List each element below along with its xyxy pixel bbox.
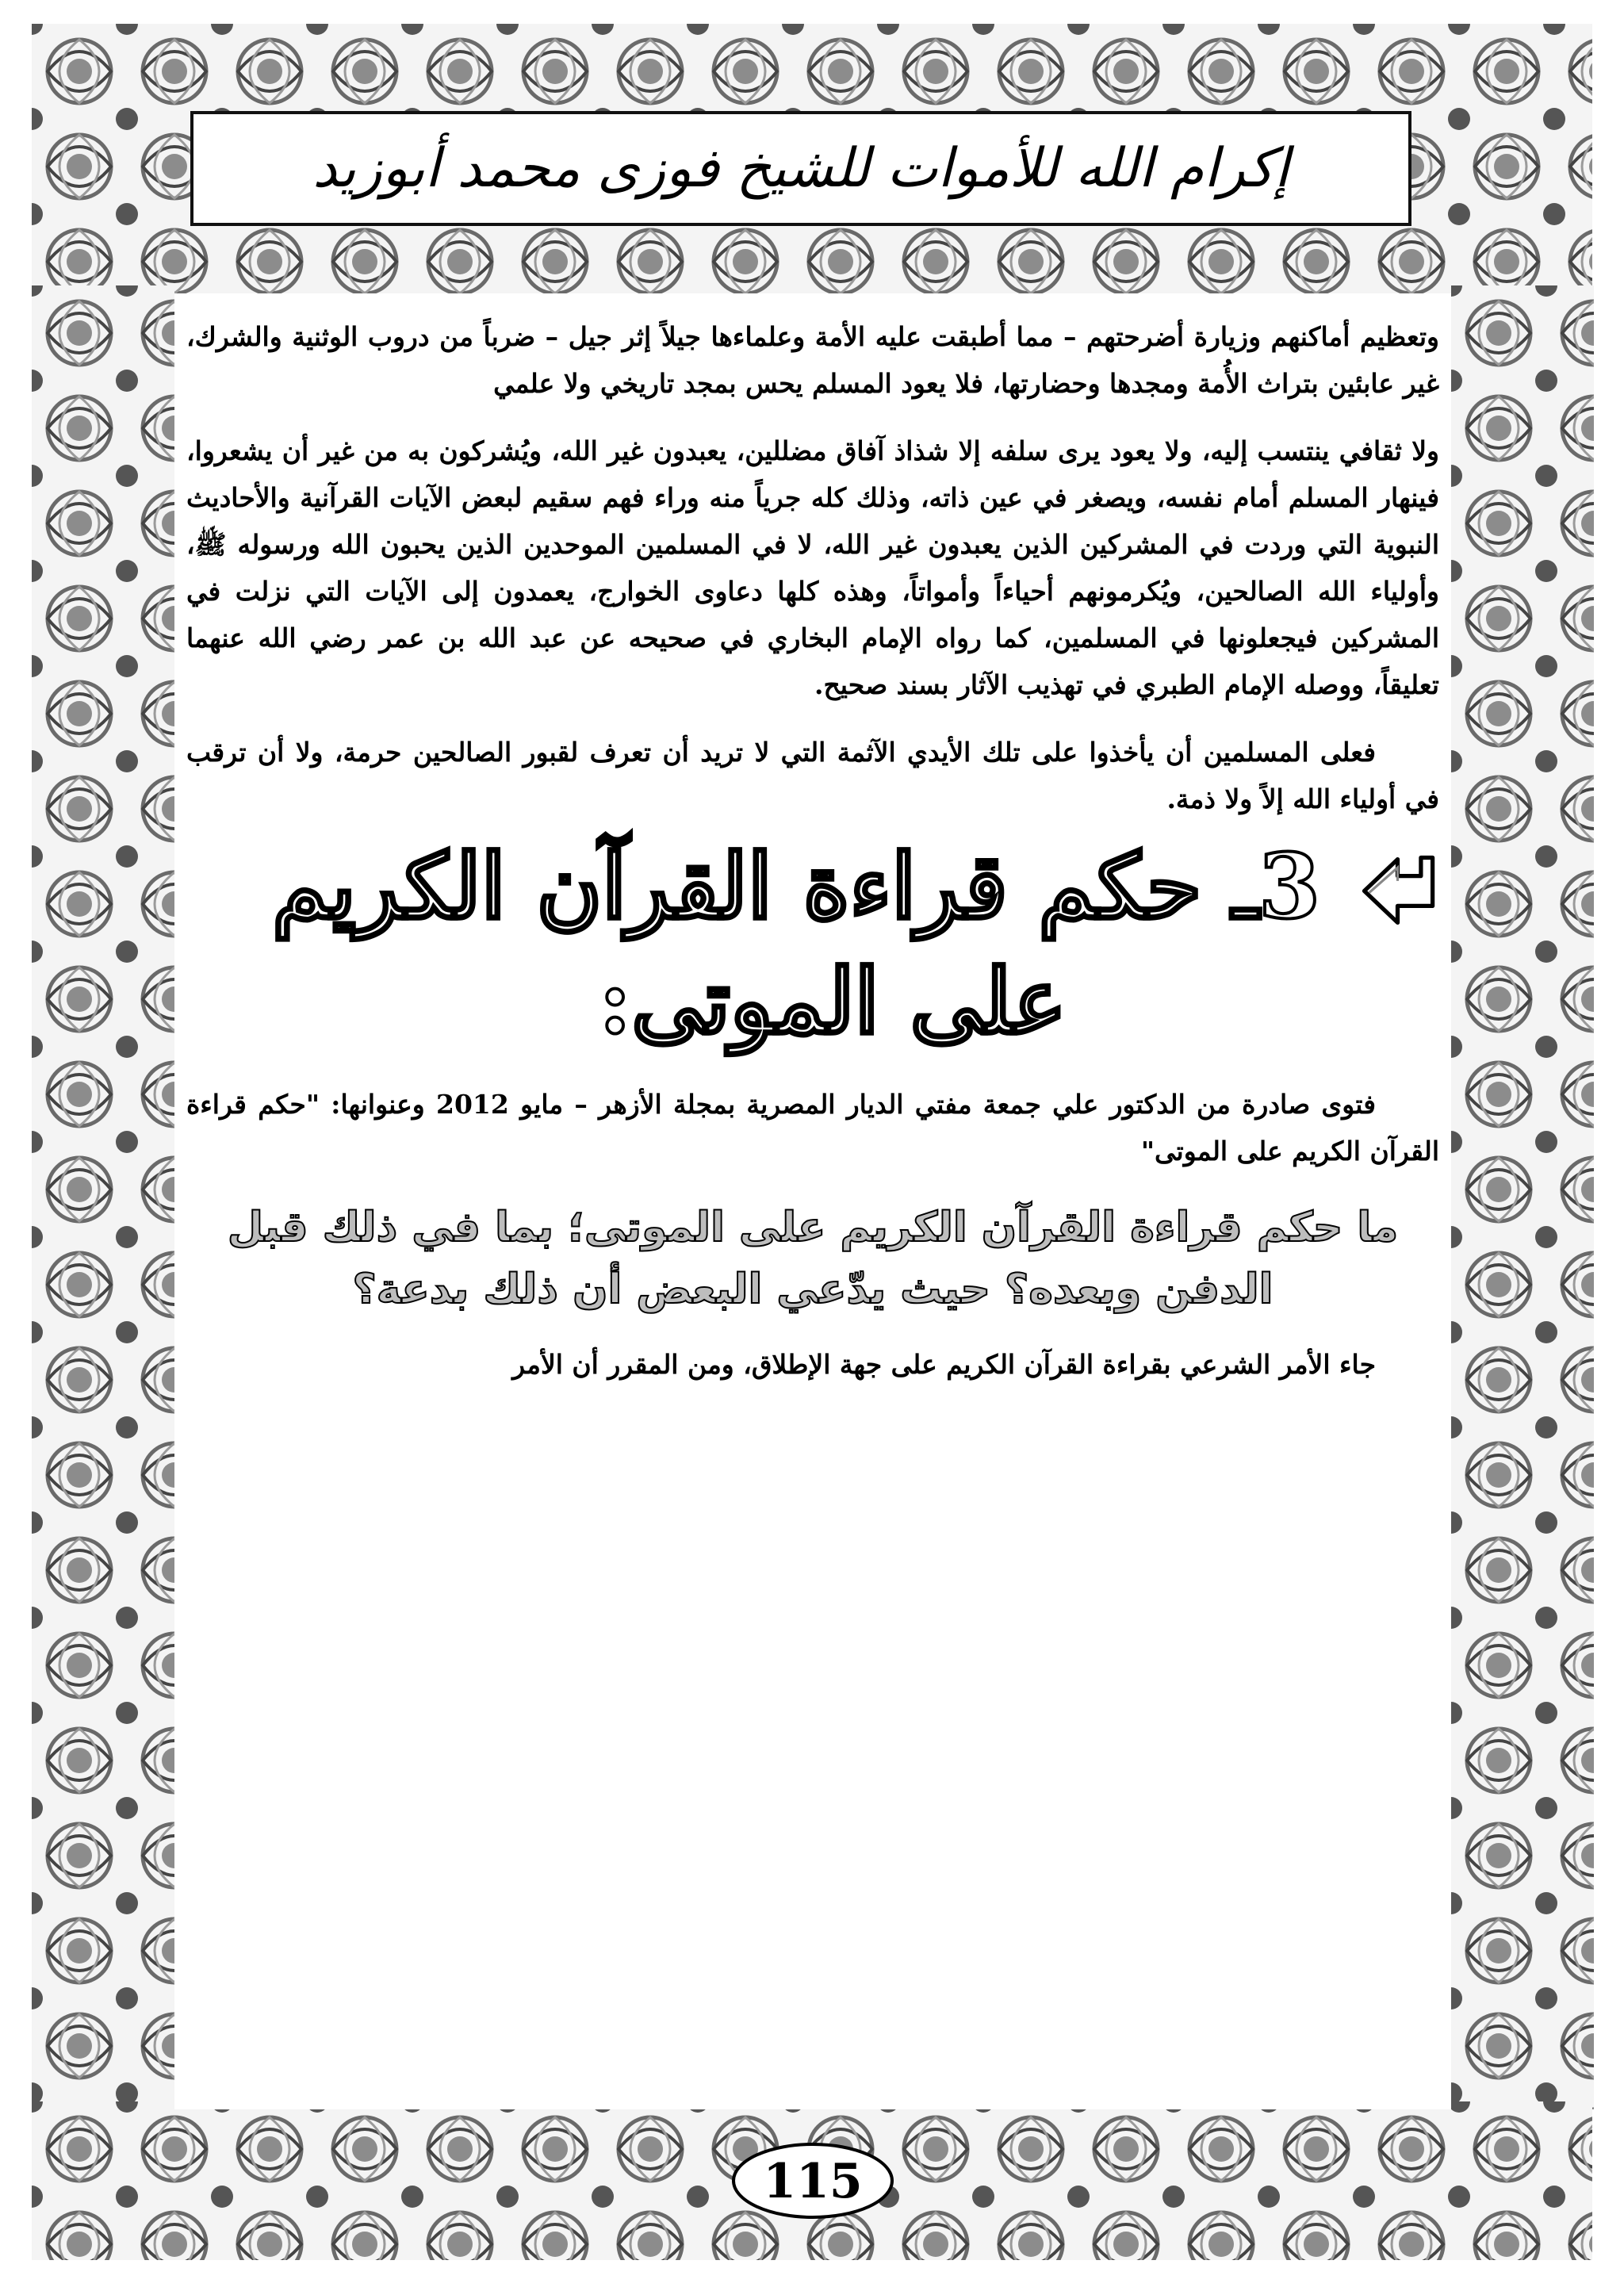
page-number: 115 — [763, 2153, 863, 2209]
arrow-icon — [1356, 849, 1439, 933]
paragraph: ولا ثقافي ينتسب إليه، ولا يعود يرى سلفه إلا شذاذ آفاق مضللين، يعبدون غير الله، ويُشركون به من غير أن يشعروا، فينهار المسلم أمام نفسه، ويصغر في عين ذاته، وذلك كله جرياً منه وراء فهم سقيم لبعض الآيات القرآنية والأحاديث النبوية التي وردت في المشركين الذين يعبدون غير الله، لا في المسلمين الموحدين الذين يحبون الله ورسوله ﷺ، وأولياء الله الصالحين، ويُكرمونهم أحياءاً وأمواتاً، وهذه كلها دعاوى الخوارج، يعمدون إلى الآيات التي نزلت في المشركين فيجعلونها في المسلمين، كما رواه الإمام البخاري في صحيحه عن عبد الله بن عمر رضي الله عنهما تعليقاً، ووصله الإمام الطبري في تهذيب الآثار بسند صحيح. — [186, 435, 1439, 700]
ornamental-border-left — [32, 285, 174, 2109]
page-header-title: إكرام الله للأموات للشيخ فوزى محمد أبوزيد — [312, 137, 1289, 200]
ornamental-border-right — [1451, 285, 1594, 2109]
section-heading — [186, 835, 1439, 1073]
header-title-box — [190, 111, 1411, 226]
answer-paragraph: جاء الأمر الشرعي بقراءة القرآن الكريم على جهة الإطلاق، ومن المقرر أن الأمر — [512, 1349, 1376, 1380]
main-content — [186, 313, 1439, 1388]
paragraph: فعلى المسلمين أن يأخذوا على تلك الأيدي الآثمة التي لا تريد أن تعرف لقبور الصالحين حرمة، ولا أن ترقب في أولياء الله إلاً ولا ذمة. — [186, 737, 1439, 814]
fatwa-intro: فتوى صادرة من الدكتور علي جمعة مفتي الديار المصرية بمجلة الأزهر – مايو 2012 وعنوانها: "حكم قراءة القرآن الكريم على الموتى" — [186, 1089, 1439, 1167]
section-heading-line1: 3ـ حكم قراءة القرآن الكريم — [272, 835, 1320, 939]
section-heading-line2: على الموتى: — [599, 950, 1067, 1054]
page-number-badge — [730, 2140, 896, 2223]
paragraph: وتعظيم أماكنهم وزيارة أضرحتهم – مما أطبقت عليه الأمة وعلماءها جيلاً إثر جيل – ضرباً من دروب الوثنية والشرك، غير عابئين بتراث الأُمة ومجدها وحضارتها، فلا يعود المسلم يحس بمجد تاريخي ولا علمي — [186, 321, 1439, 399]
fatwa-question: ما حكم قراءة القرآن الكريم على الموتى؛ بما في ذلك قبل الدفن وبعده؟ حيث يدّعي البعض أن ذلك بدعة؟ — [227, 1204, 1399, 1313]
